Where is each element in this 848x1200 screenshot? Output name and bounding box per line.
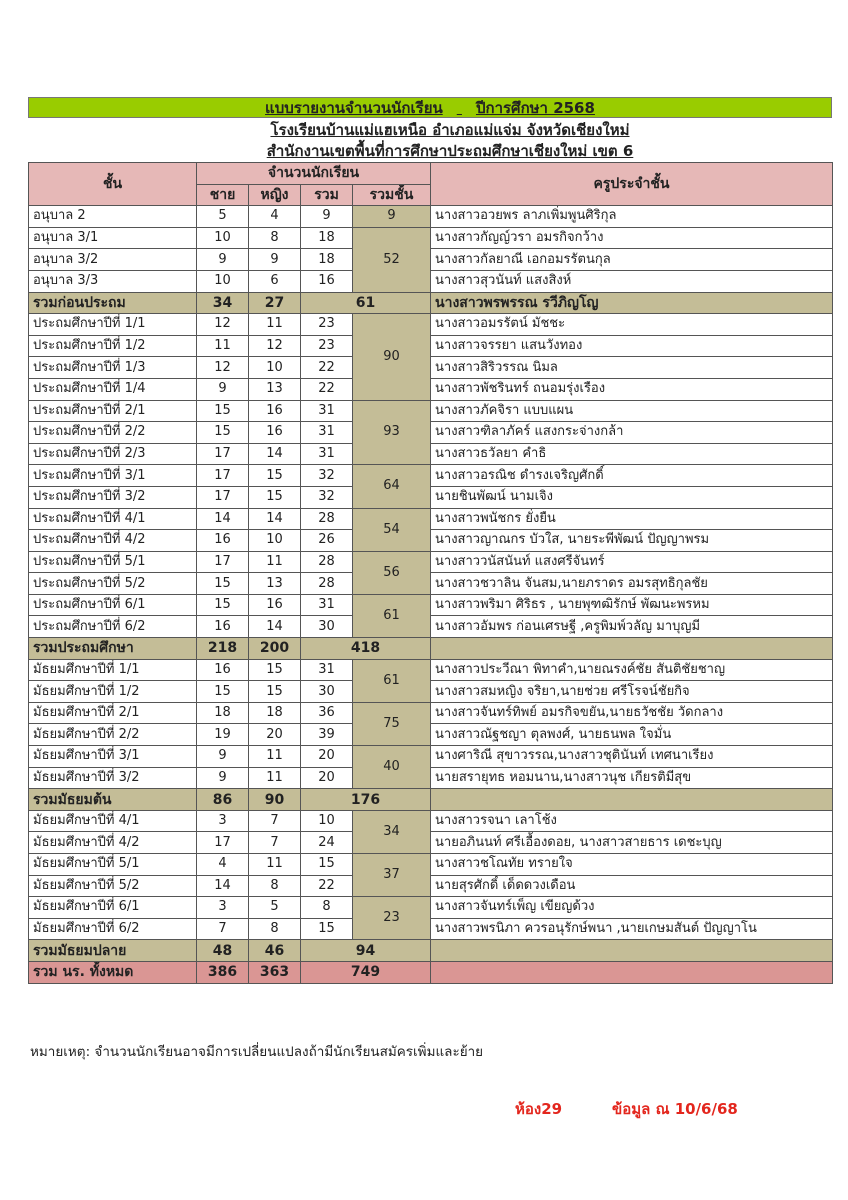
class-total: 34 bbox=[353, 810, 431, 853]
homeroom-teacher: นางสาวญาณกร บัวใส, นายระพีพัฒน์ ปัญญาพรม bbox=[431, 530, 833, 552]
male-count: 4 bbox=[197, 854, 249, 876]
class-name: ประถมศึกษาปีที่ 5/2 bbox=[29, 573, 197, 595]
row-total: 31 bbox=[301, 400, 353, 422]
class-total: 40 bbox=[353, 746, 431, 789]
male-count: 3 bbox=[197, 810, 249, 832]
class-name: ประถมศึกษาปีที่ 1/3 bbox=[29, 357, 197, 379]
homeroom-teacher: นางสาวชโณทัย ทรายใจ bbox=[431, 854, 833, 876]
class-total: 93 bbox=[353, 400, 431, 465]
female-count: 10 bbox=[249, 530, 301, 552]
homeroom-teacher: นางสาวอัมพร ก่อนเศรษฐี ,ครูพิมพ์วลัญ มาบุญมี bbox=[431, 616, 833, 638]
class-total: 90 bbox=[353, 314, 431, 400]
homeroom-teacher: นางสาวฑิลาภัคร์ แสงกระจ่างกล้า bbox=[431, 422, 833, 444]
class-total: 61 bbox=[353, 594, 431, 637]
class-name: รวมประถมศึกษา bbox=[29, 638, 197, 660]
female-count: 15 bbox=[249, 465, 301, 487]
class-total: 52 bbox=[353, 227, 431, 292]
header-teacher: ครูประจำชั้น bbox=[431, 163, 833, 206]
office-line: สำนักงานเขตพื้นที่การศึกษาประถมศึกษาเชียงใหม่ เขต 6 bbox=[266, 142, 634, 160]
class-total: 37 bbox=[353, 854, 431, 897]
combined-total: 94 bbox=[301, 940, 431, 962]
row-total: 22 bbox=[301, 875, 353, 897]
female-count: 11 bbox=[249, 314, 301, 336]
table-row bbox=[29, 573, 833, 595]
homeroom-teacher: นางสาวภัคจิรา แบบแผน bbox=[431, 400, 833, 422]
class-total: 9 bbox=[353, 206, 431, 228]
row-total: 15 bbox=[301, 918, 353, 940]
row-total: 9 bbox=[301, 206, 353, 228]
homeroom-teacher: นางสาวธวัลยา คำธิ bbox=[431, 443, 833, 465]
table-row bbox=[29, 659, 833, 681]
male-count: 17 bbox=[197, 486, 249, 508]
male-count: 17 bbox=[197, 465, 249, 487]
row-total: 8 bbox=[301, 897, 353, 919]
homeroom-teacher: นางสาวพริมา ศิริธร , นายพุฑฒิรักษ์ พัฒนะพรหม bbox=[431, 594, 833, 616]
female-count: 363 bbox=[249, 961, 301, 983]
homeroom-teacher: นางสาววนัสนันท์ แสงศรีจันทร์ bbox=[431, 551, 833, 573]
female-count: 20 bbox=[249, 724, 301, 746]
row-total: 20 bbox=[301, 767, 353, 789]
class-name: ประถมศึกษาปีที่ 6/1 bbox=[29, 594, 197, 616]
female-count: 15 bbox=[249, 486, 301, 508]
class-name: ประถมศึกษาปีที่ 5/1 bbox=[29, 551, 197, 573]
male-count: 15 bbox=[197, 681, 249, 703]
school-line: โรงเรียนบ้านแม่แฮเหนือ อำเภอแม่แจ่ม จังหวัดเชียงใหม่ bbox=[270, 121, 630, 139]
class-name: มัธยมศึกษาปีที่ 6/1 bbox=[29, 897, 197, 919]
female-count: 200 bbox=[249, 638, 301, 660]
class-name: ประถมศึกษาปีที่ 4/2 bbox=[29, 530, 197, 552]
class-total: 23 bbox=[353, 897, 431, 940]
homeroom-teacher: นางสาวกัลยาณี เอกอมรรัตนกุล bbox=[431, 249, 833, 271]
row-total: 23 bbox=[301, 335, 353, 357]
homeroom-teacher bbox=[431, 789, 833, 811]
male-count: 34 bbox=[197, 292, 249, 314]
room-label: ห้อง29 bbox=[515, 1100, 563, 1118]
table-row bbox=[29, 681, 833, 703]
female-count: 90 bbox=[249, 789, 301, 811]
table-row bbox=[29, 767, 833, 789]
male-count: 86 bbox=[197, 789, 249, 811]
class-name: ประถมศึกษาปีที่ 2/3 bbox=[29, 443, 197, 465]
table-row bbox=[29, 206, 833, 228]
row-total: 31 bbox=[301, 422, 353, 444]
class-name: มัธยมศึกษาปีที่ 5/2 bbox=[29, 875, 197, 897]
male-count: 15 bbox=[197, 573, 249, 595]
class-total: 56 bbox=[353, 551, 431, 594]
homeroom-teacher bbox=[431, 940, 833, 962]
homeroom-teacher: นางสาวพัชรินทร์ ถนอมรุ่งเรือง bbox=[431, 378, 833, 400]
female-count: 27 bbox=[249, 292, 301, 314]
homeroom-teacher: นายสุรศักดิ์ เด็ดดวงเดือน bbox=[431, 875, 833, 897]
table-row bbox=[29, 378, 833, 400]
male-count: 17 bbox=[197, 551, 249, 573]
homeroom-teacher bbox=[431, 638, 833, 660]
row-total: 23 bbox=[301, 314, 353, 336]
table-row bbox=[29, 854, 833, 876]
row-total: 26 bbox=[301, 530, 353, 552]
homeroom-teacher: นางสาวอรณิช ดำรงเจริญศักดิ์ bbox=[431, 465, 833, 487]
class-name: มัธยมศึกษาปีที่ 2/1 bbox=[29, 702, 197, 724]
homeroom-teacher: นางสาวกัญญ์วรา อมรกิจกว้าง bbox=[431, 227, 833, 249]
footnote: หมายเหตุ: จำนวนนักเรียนอาจมีการเปลี่ยนแปลงถ้ามีนักเรียนสมัครเพิ่มและย้าย bbox=[30, 1044, 484, 1060]
class-name: มัธยมศึกษาปีที่ 2/2 bbox=[29, 724, 197, 746]
class-name: มัธยมศึกษาปีที่ 4/1 bbox=[29, 810, 197, 832]
table-row bbox=[29, 400, 833, 422]
homeroom-teacher: นางสาวรจนา เลาโช้ง bbox=[431, 810, 833, 832]
header-students: จำนวนนักเรียน bbox=[197, 163, 431, 185]
female-count: 10 bbox=[249, 357, 301, 379]
row-total: 31 bbox=[301, 594, 353, 616]
male-count: 10 bbox=[197, 227, 249, 249]
male-count: 7 bbox=[197, 918, 249, 940]
header-class-total: รวมชั้น bbox=[353, 184, 431, 206]
grand-total-row bbox=[29, 961, 833, 983]
male-count: 9 bbox=[197, 746, 249, 768]
male-count: 18 bbox=[197, 702, 249, 724]
male-count: 17 bbox=[197, 443, 249, 465]
row-total: 28 bbox=[301, 573, 353, 595]
class-total: 54 bbox=[353, 508, 431, 551]
row-total: 30 bbox=[301, 616, 353, 638]
class-name: มัธยมศึกษาปีที่ 5/1 bbox=[29, 854, 197, 876]
combined-total: 418 bbox=[301, 638, 431, 660]
homeroom-teacher: นางสาวสิริวรรณ นิมล bbox=[431, 357, 833, 379]
class-name: รวมก่อนประถม bbox=[29, 292, 197, 314]
class-name: รวมมัธยมต้น bbox=[29, 789, 197, 811]
female-count: 16 bbox=[249, 594, 301, 616]
header-male: ชาย bbox=[197, 184, 249, 206]
row-total: 28 bbox=[301, 508, 353, 530]
female-count: 14 bbox=[249, 508, 301, 530]
female-count: 16 bbox=[249, 422, 301, 444]
class-total: 61 bbox=[353, 659, 431, 702]
subtotal-row bbox=[29, 789, 833, 811]
homeroom-teacher: นางสาวพรนิภา ควรอนุรักษ์พนา ,นายเกษมสันต์ ปัญญาโน bbox=[431, 918, 833, 940]
female-count: 4 bbox=[249, 206, 301, 228]
male-count: 9 bbox=[197, 249, 249, 271]
male-count: 14 bbox=[197, 508, 249, 530]
table-row bbox=[29, 314, 833, 336]
row-total: 36 bbox=[301, 702, 353, 724]
female-count: 11 bbox=[249, 551, 301, 573]
table-row bbox=[29, 616, 833, 638]
table-row bbox=[29, 702, 833, 724]
subtotal-row bbox=[29, 638, 833, 660]
homeroom-teacher: นางสาวอมรรัตน์ มัชชะ bbox=[431, 314, 833, 336]
table-row bbox=[29, 335, 833, 357]
class-name: ประถมศึกษาปีที่ 1/4 bbox=[29, 378, 197, 400]
homeroom-teacher: นางสาวชวาลิน จันสม,นายภราดร อมรสุทธิกุลชัย bbox=[431, 573, 833, 595]
homeroom-teacher: นางสาวจันทร์เพ็ญ เขียญด้วง bbox=[431, 897, 833, 919]
female-count: 46 bbox=[249, 940, 301, 962]
female-count: 7 bbox=[249, 810, 301, 832]
class-name: ประถมศึกษาปีที่ 4/1 bbox=[29, 508, 197, 530]
male-count: 16 bbox=[197, 659, 249, 681]
row-total: 39 bbox=[301, 724, 353, 746]
subtotal-row bbox=[29, 940, 833, 962]
male-count: 15 bbox=[197, 422, 249, 444]
class-name: ประถมศึกษาปีที่ 2/1 bbox=[29, 400, 197, 422]
class-name: อนุบาล 3/1 bbox=[29, 227, 197, 249]
header-female: หญิง bbox=[249, 184, 301, 206]
class-name: อนุบาล 3/3 bbox=[29, 270, 197, 292]
table-row bbox=[29, 746, 833, 768]
class-name: ประถมศึกษาปีที่ 6/2 bbox=[29, 616, 197, 638]
row-total: 18 bbox=[301, 249, 353, 271]
homeroom-teacher: นางสาวพรพรรณ รวีภิญโญ bbox=[431, 292, 833, 314]
table-row bbox=[29, 594, 833, 616]
combined-total: 176 bbox=[301, 789, 431, 811]
homeroom-teacher bbox=[431, 961, 833, 983]
female-count: 6 bbox=[249, 270, 301, 292]
female-count: 11 bbox=[249, 767, 301, 789]
female-count: 14 bbox=[249, 616, 301, 638]
male-count: 218 bbox=[197, 638, 249, 660]
class-name: ประถมศึกษาปีที่ 1/1 bbox=[29, 314, 197, 336]
homeroom-teacher: นางสาวพนัชกร ยั่งยืน bbox=[431, 508, 833, 530]
male-count: 10 bbox=[197, 270, 249, 292]
class-name: ประถมศึกษาปีที่ 3/1 bbox=[29, 465, 197, 487]
class-name: รวมมัธยมปลาย bbox=[29, 940, 197, 962]
table-row bbox=[29, 357, 833, 379]
academic-year: ปีการศึกษา 2568 bbox=[475, 99, 595, 117]
male-count: 5 bbox=[197, 206, 249, 228]
row-total: 10 bbox=[301, 810, 353, 832]
student-count-table bbox=[28, 162, 833, 984]
male-count: 11 bbox=[197, 335, 249, 357]
male-count: 9 bbox=[197, 767, 249, 789]
female-count: 5 bbox=[249, 897, 301, 919]
class-name: มัธยมศึกษาปีที่ 1/1 bbox=[29, 659, 197, 681]
male-count: 3 bbox=[197, 897, 249, 919]
male-count: 16 bbox=[197, 616, 249, 638]
row-total: 28 bbox=[301, 551, 353, 573]
row-total: 32 bbox=[301, 486, 353, 508]
female-count: 11 bbox=[249, 854, 301, 876]
report-title: แบบรายงานจำนวนนักเรียน bbox=[265, 99, 443, 117]
class-name: มัธยมศึกษาปีที่ 1/2 bbox=[29, 681, 197, 703]
table-row bbox=[29, 486, 833, 508]
row-total: 32 bbox=[301, 465, 353, 487]
class-total: 64 bbox=[353, 465, 431, 508]
female-count: 13 bbox=[249, 378, 301, 400]
table-row bbox=[29, 443, 833, 465]
class-name: ประถมศึกษาปีที่ 3/2 bbox=[29, 486, 197, 508]
male-count: 14 bbox=[197, 875, 249, 897]
female-count: 18 bbox=[249, 702, 301, 724]
class-name: มัธยมศึกษาปีที่ 3/1 bbox=[29, 746, 197, 768]
combined-total: 61 bbox=[301, 292, 431, 314]
male-count: 17 bbox=[197, 832, 249, 854]
combined-total: 749 bbox=[301, 961, 431, 983]
male-count: 15 bbox=[197, 400, 249, 422]
data-date: ข้อมูล ณ 10/6/68 bbox=[612, 1100, 738, 1118]
row-total: 22 bbox=[301, 378, 353, 400]
female-count: 9 bbox=[249, 249, 301, 271]
male-count: 15 bbox=[197, 594, 249, 616]
female-count: 8 bbox=[249, 918, 301, 940]
class-name: ประถมศึกษาปีที่ 1/2 bbox=[29, 335, 197, 357]
header-class: ชั้น bbox=[29, 163, 197, 206]
male-count: 386 bbox=[197, 961, 249, 983]
female-count: 15 bbox=[249, 659, 301, 681]
class-name: มัธยมศึกษาปีที่ 6/2 bbox=[29, 918, 197, 940]
table-row bbox=[29, 270, 833, 292]
table-row bbox=[29, 875, 833, 897]
homeroom-teacher: นางสาวสุวนันท์ แสงสิงห์ bbox=[431, 270, 833, 292]
homeroom-teacher: นายอภินนท์ ศรีเอื้องดอย, นางสาวสายธาร เดชะบุญ bbox=[431, 832, 833, 854]
row-total: 31 bbox=[301, 659, 353, 681]
table-row bbox=[29, 551, 833, 573]
row-total: 24 bbox=[301, 832, 353, 854]
table-row bbox=[29, 249, 833, 271]
class-name: อนุบาล 2 bbox=[29, 206, 197, 228]
table-row bbox=[29, 832, 833, 854]
female-count: 8 bbox=[249, 227, 301, 249]
report-title-bar bbox=[28, 97, 832, 118]
female-count: 11 bbox=[249, 746, 301, 768]
female-count: 16 bbox=[249, 400, 301, 422]
class-name: อนุบาล 3/2 bbox=[29, 249, 197, 271]
table-row bbox=[29, 918, 833, 940]
table-row bbox=[29, 227, 833, 249]
male-count: 9 bbox=[197, 378, 249, 400]
table-row bbox=[29, 810, 833, 832]
female-count: 15 bbox=[249, 681, 301, 703]
male-count: 19 bbox=[197, 724, 249, 746]
table-row bbox=[29, 724, 833, 746]
row-total: 20 bbox=[301, 746, 353, 768]
table-row bbox=[29, 465, 833, 487]
table-row bbox=[29, 422, 833, 444]
row-total: 31 bbox=[301, 443, 353, 465]
homeroom-teacher: นางสาวอวยพร ลาภเพิ่มพูนศิริกุล bbox=[431, 206, 833, 228]
homeroom-teacher: นางสาวจันทร์ทิพย์ อมรกิจขยัน,นายธวัชชัย วัดกลาง bbox=[431, 702, 833, 724]
male-count: 12 bbox=[197, 357, 249, 379]
male-count: 16 bbox=[197, 530, 249, 552]
row-total: 22 bbox=[301, 357, 353, 379]
female-count: 12 bbox=[249, 335, 301, 357]
female-count: 7 bbox=[249, 832, 301, 854]
subtotal-row bbox=[29, 292, 833, 314]
class-name: มัธยมศึกษาปีที่ 3/2 bbox=[29, 767, 197, 789]
female-count: 8 bbox=[249, 875, 301, 897]
homeroom-teacher: นายชินพัฒน์ นามเจิง bbox=[431, 486, 833, 508]
table-row bbox=[29, 897, 833, 919]
header-total: รวม bbox=[301, 184, 353, 206]
class-name: รวม นร. ทั้งหมด bbox=[29, 961, 197, 983]
male-count: 12 bbox=[197, 314, 249, 336]
male-count: 48 bbox=[197, 940, 249, 962]
class-name: ประถมศึกษาปีที่ 2/2 bbox=[29, 422, 197, 444]
row-total: 18 bbox=[301, 227, 353, 249]
table-row bbox=[29, 530, 833, 552]
homeroom-teacher: นางสาวประวีณา พิทาคำ,นายณรงค์ชัย สันติชัยชาญ bbox=[431, 659, 833, 681]
row-total: 16 bbox=[301, 270, 353, 292]
class-name: มัธยมศึกษาปีที่ 4/2 bbox=[29, 832, 197, 854]
female-count: 13 bbox=[249, 573, 301, 595]
homeroom-teacher: นางสาวสมหญิง จริยา,นายช่วย ศรีโรจน์ชัยกิจ bbox=[431, 681, 833, 703]
homeroom-teacher: นางสาวณัฐชญา ตุลพงศ์, นายธนพล ใจมั่น bbox=[431, 724, 833, 746]
female-count: 14 bbox=[249, 443, 301, 465]
homeroom-teacher: นายสรายุทธ หอมนาน,นางสาวนุช เกียรติมีสุข bbox=[431, 767, 833, 789]
homeroom-teacher: นางสาวจรรยา แสนวังทอง bbox=[431, 335, 833, 357]
class-total: 75 bbox=[353, 702, 431, 745]
row-total: 15 bbox=[301, 854, 353, 876]
row-total: 30 bbox=[301, 681, 353, 703]
table-row bbox=[29, 508, 833, 530]
homeroom-teacher: นางศาริณี สุขาวรรณ,นางสาวชุตินันท์ เทศนาเรียง bbox=[431, 746, 833, 768]
